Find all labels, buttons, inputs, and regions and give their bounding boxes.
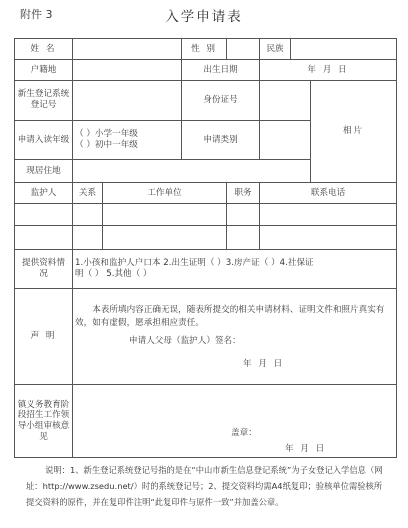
name-field[interactable] — [73, 39, 182, 60]
form-title: 入学申请表 — [165, 9, 243, 25]
household-field[interactable] — [73, 59, 182, 80]
position-header: 职务 — [227, 183, 260, 204]
id-card-label: 身份证号 — [182, 80, 260, 120]
gender-label: 性 别 — [182, 39, 227, 60]
review-cell[interactable] — [73, 385, 397, 458]
notes-paragraph: 说明：1、新生登记系统登记号指的是在“中山市新生信息登记系统”为子女登记入学信息（网址：http://www.zsedu.net/）时的系统登记号；2、提交资料均需A4纸复印；验核单位需验核所提交资料的原件，并在复印件注明“此复印件与原件一致”并加盖公章。 — [26, 465, 383, 508]
workplace-header: 工作单位 — [103, 183, 227, 204]
registration-number-field[interactable] — [73, 80, 182, 120]
seal-label: 盖章： — [231, 427, 257, 438]
phone-header: 联系电话 — [260, 183, 397, 204]
registration-number-label: 新生登记系统登记号 — [15, 80, 73, 120]
application-category-label: 申请类别 — [182, 120, 260, 160]
documents-field[interactable] — [73, 249, 397, 289]
grade-option-primary[interactable]: （ ）小学一年级 — [75, 129, 138, 140]
gender-field[interactable] — [227, 39, 260, 60]
address-label: 现居住地 — [15, 160, 73, 183]
documents-line-2: 明（ ） 5.其他（ ） — [75, 268, 152, 279]
statement-text: 本表所填内容正确无误，随表所提交的相关申请材料、证明文件和照片真实有效，如有虚假，愿承担相应责任。 — [75, 304, 385, 328]
grade-option-junior[interactable]: （ ）初中一年级 — [75, 139, 138, 150]
address-field[interactable] — [73, 160, 311, 183]
documents-label: 提供资料情 况 — [15, 249, 73, 289]
ethnicity-field[interactable] — [291, 39, 397, 60]
review-date: 年 月 日 — [285, 444, 327, 455]
photo-box[interactable]: 相片 — [311, 80, 397, 183]
birth-date-label: 出生日期 — [182, 59, 260, 80]
statement-label: 声 明 — [15, 289, 73, 385]
household-label: 户籍地 — [15, 59, 73, 80]
guardian-row[interactable] — [15, 226, 397, 249]
documents-line-1: 1.小孩和监护人户口本 2.出生证明（ ）3.房产证（ ）4.社保证 — [75, 258, 314, 269]
relation-header: 关系 — [73, 183, 103, 204]
application-form-table — [14, 38, 397, 458]
id-card-field[interactable] — [260, 80, 311, 120]
guardian-signature-label: 申请人父母（监护人）签名： — [129, 336, 241, 347]
statement-date: 年 月 日 — [243, 358, 285, 369]
ethnicity-label: 民族 — [260, 39, 291, 60]
name-label: 姓 名 — [15, 39, 73, 60]
guardian-header: 监护人 — [15, 183, 73, 204]
grade-options[interactable] — [73, 120, 182, 160]
birth-date-field[interactable]: 年 月 日 — [260, 59, 397, 80]
guardian-row[interactable] — [15, 204, 397, 226]
review-label: 镇义务教育阶段招生工作领导小组审核意见 — [15, 385, 73, 458]
statement-cell — [73, 289, 397, 385]
attachment-number: 附件 3 — [20, 8, 53, 21]
grade-label: 申请入读年级 — [15, 120, 73, 160]
application-category-field[interactable] — [260, 120, 311, 160]
